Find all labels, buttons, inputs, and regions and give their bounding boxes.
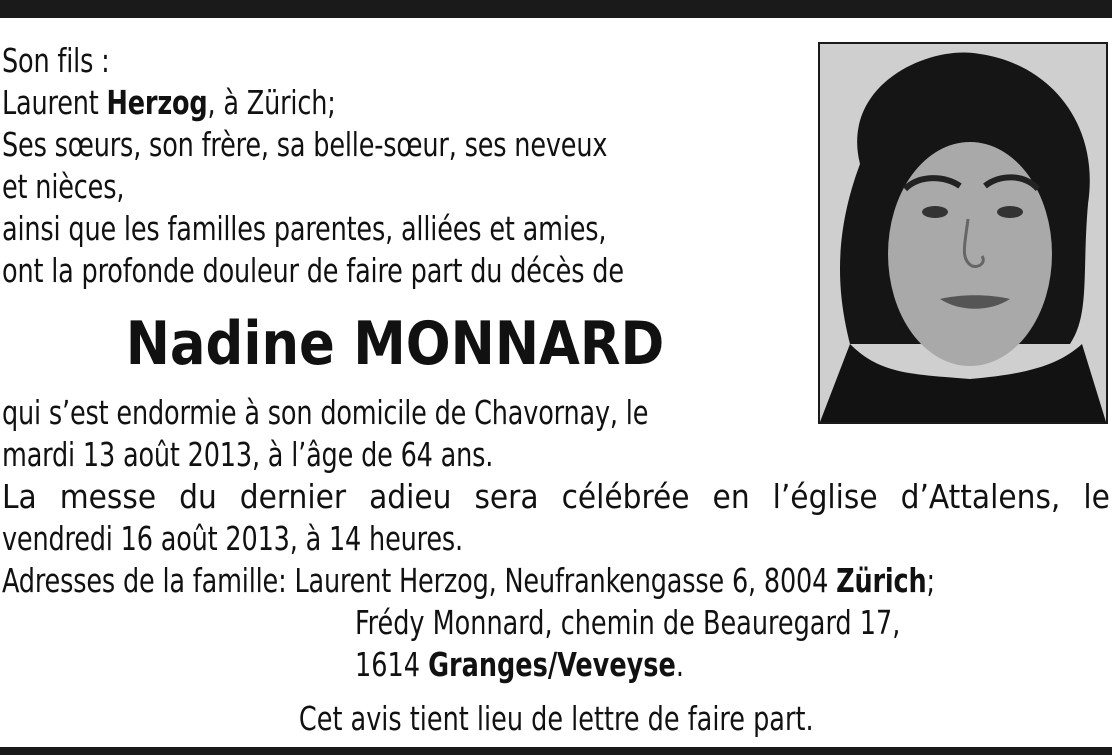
intro-line-2	[2, 82, 336, 124]
address-1-pre: Laurent Herzog, Neufrankengasse 6, 8004	[294, 561, 837, 600]
address-2: Frédy Monnard, chemin de Beauregard 17,	[355, 603, 901, 642]
left-eye	[922, 206, 948, 218]
addresses-line-1	[2, 560, 935, 602]
word: en	[712, 477, 750, 516]
intro-line-1: Son fils :	[2, 41, 110, 80]
details-line-4: vendredi 16 août 2013, à 14 heures.	[2, 519, 463, 558]
portrait-image	[820, 44, 1106, 422]
word: le	[1083, 477, 1110, 516]
word: sera	[474, 477, 539, 516]
portrait-photo	[818, 42, 1108, 424]
address-1-city: Zürich	[836, 561, 927, 600]
closing-text: Cet avis tient lieu de lettre de faire part.	[298, 699, 814, 738]
deceased-name-text: Nadine MONNARD	[125, 309, 665, 379]
intro-line-2-post: , à Zürich;	[207, 83, 336, 122]
deceased-name	[0, 308, 790, 380]
details-line-3	[2, 476, 1110, 518]
word: d’Attalens,	[900, 477, 1061, 516]
bottom-rule	[0, 747, 1112, 755]
intro-line-4: et nièces,	[2, 167, 125, 206]
top-rule	[0, 0, 1112, 18]
face-shape	[888, 142, 1052, 366]
address-3	[355, 644, 684, 686]
closing-line	[0, 698, 1112, 740]
surname-herzog: Herzog	[106, 83, 208, 122]
details-line-2: mardi 13 août 2013, à l’âge de 64 ans.	[2, 435, 494, 474]
word: l’église	[772, 477, 878, 516]
addresses-label: Adresses de la famille:	[2, 561, 295, 600]
address-3-city: Granges/Veveyse	[428, 645, 676, 684]
right-eye	[997, 206, 1023, 218]
word: La	[2, 477, 37, 516]
word: messe	[59, 477, 157, 516]
address-1-post: ;	[926, 561, 935, 600]
word: du	[179, 477, 217, 516]
word: adieu	[369, 477, 452, 516]
intro-line-6: ont la profonde douleur de faire part du décès de	[2, 251, 624, 290]
intro-line-2-pre: Laurent	[2, 83, 107, 122]
word: célébrée	[561, 477, 690, 516]
address-3-post: .	[675, 645, 684, 684]
intro-line-3: Ses sœurs, son frère, sa belle-sœur, ses neveux	[2, 125, 608, 164]
intro-line-5: ainsi que les familles parentes, alliées et amies,	[2, 209, 607, 248]
address-3-pre: 1614	[355, 645, 429, 684]
details-line-1: qui s’est endormie à son domicile de Chavornay, le	[2, 393, 649, 432]
word: dernier	[239, 477, 347, 516]
